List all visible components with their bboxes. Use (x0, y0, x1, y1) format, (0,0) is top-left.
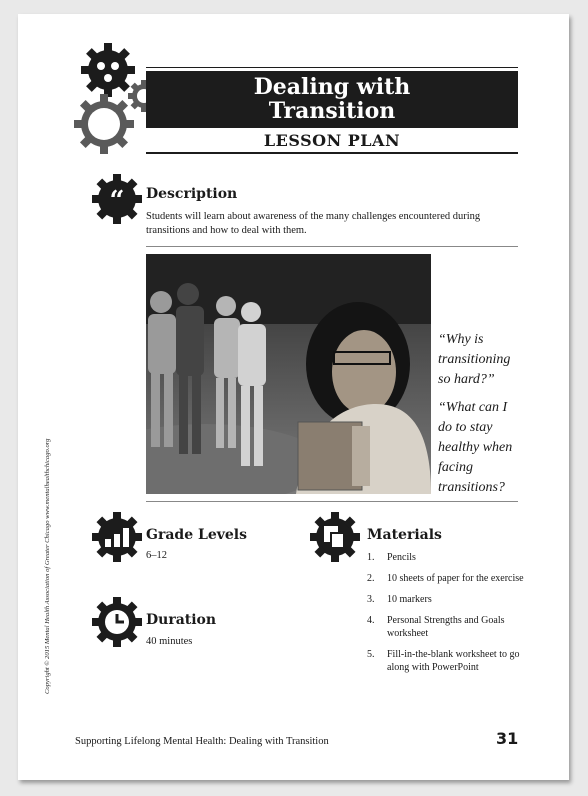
lesson-title (146, 71, 518, 128)
description-rule (146, 246, 518, 247)
lesson-plan-subtitle: LESSON PLAN (263, 131, 401, 150)
item-text: 10 sheets of paper for the exercise (387, 573, 524, 584)
quote-block (438, 330, 522, 506)
list-item (367, 614, 527, 640)
item-text: Fill-in-the-blank worksheet to go along with PowerPoint (387, 649, 520, 673)
title-line-2: Transition (268, 98, 396, 124)
grade-levels-value: 6–12 (146, 550, 167, 561)
list-item (367, 648, 527, 674)
materials-heading: Materials (367, 527, 442, 543)
svg-text:“: “ (109, 186, 125, 216)
list-item (367, 593, 527, 606)
item-number: 3. (367, 594, 375, 605)
list-item (367, 551, 527, 564)
documents-gear-icon (310, 512, 360, 562)
top-rule (146, 67, 518, 68)
footer-title: Supporting Lifelong Mental Health: Dealing with Transition (75, 736, 329, 747)
duration-heading: Duration (146, 612, 217, 628)
photo-rule (146, 501, 518, 502)
title-line-1: Dealing with (253, 74, 411, 100)
item-text: Personal Strengths and Goals worksheet (387, 615, 505, 639)
subtitle-rule (146, 152, 518, 154)
description-text: Students will learn about awareness of the many challenges encountered during transitions and how to deal with them. (146, 211, 481, 236)
materials-list (367, 551, 527, 682)
item-text: 10 markers (387, 594, 432, 605)
item-text: Pencils (387, 552, 416, 563)
page-number: 31 (496, 729, 519, 748)
bar-chart-gear-icon (92, 512, 142, 562)
item-number: 2. (367, 573, 375, 584)
item-number: 1. (367, 552, 375, 563)
description-heading: Description (146, 186, 238, 202)
quote-2: “What can I do to stay healthy when facing transitions? (438, 400, 513, 495)
document-page (18, 14, 569, 780)
students-photo (146, 254, 431, 494)
quote-1: “Why is transitioning so hard?” (438, 332, 511, 387)
clock-gear-icon (92, 597, 142, 647)
list-item (367, 572, 527, 585)
quote-gear-icon (92, 174, 142, 224)
duration-value: 40 minutes (146, 636, 193, 647)
item-number: 5. (367, 649, 375, 660)
grade-levels-heading: Grade Levels (146, 527, 247, 543)
copyright-note: Copyright © 2015 Mental Health Association of Greater Chicago www.mentalhealthchicago.org (44, 438, 51, 694)
item-number: 4. (367, 615, 375, 626)
